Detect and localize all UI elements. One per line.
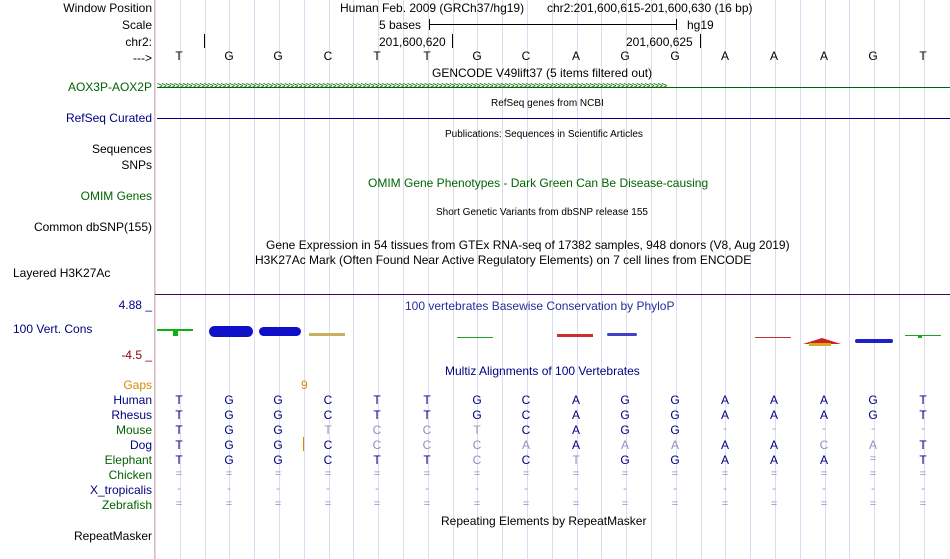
species-label-human[interactable]: Human	[113, 393, 152, 407]
aligned-base: G	[224, 393, 234, 407]
window-position-label[interactable]: Window Position	[63, 1, 152, 15]
aligned-base: T	[373, 393, 381, 407]
aligned-base: A	[819, 408, 828, 422]
sequences-label[interactable]: Sequences	[91, 142, 152, 156]
coord-tick-3	[700, 34, 701, 48]
h3k27ac-baseline	[155, 294, 950, 295]
aligned-base: -	[871, 423, 875, 435]
aligned-base: C	[521, 423, 531, 437]
layered-h3k27ac-label[interactable]: Layered H3K27Ac	[13, 266, 111, 280]
aligned-base: =	[919, 468, 927, 480]
phylop-mark-8	[755, 337, 791, 338]
aligned-base: =	[770, 468, 778, 480]
scale-bar-left-tick	[429, 19, 430, 30]
reference-base: A	[571, 49, 580, 63]
reference-base: T	[423, 49, 431, 63]
aligned-base: G	[868, 408, 878, 422]
assembly-text: Human Feb. 2009 (GRCh37/hg19)	[340, 1, 525, 15]
species-label-rhesus[interactable]: Rhesus	[111, 408, 152, 422]
aligned-base: T	[175, 408, 183, 422]
aligned-base: -	[623, 483, 627, 495]
aligned-base: T	[919, 408, 927, 422]
position-text: chr2:201,600,615-201,600,630 (16 bp)	[547, 1, 753, 15]
reference-base: A	[819, 49, 828, 63]
aligned-base: =	[621, 498, 629, 510]
aligned-base: A	[769, 453, 778, 467]
refseq-gene-line[interactable]	[157, 118, 950, 119]
aligned-base: A	[720, 393, 729, 407]
aligned-base: -	[723, 483, 727, 495]
aligned-base: C	[472, 453, 482, 467]
dbsnp-track-title[interactable]: Short Genetic Variants from dbSNP release 155	[436, 207, 648, 218]
aligned-base: =	[721, 468, 729, 480]
species-label-chicken[interactable]: Chicken	[108, 468, 152, 482]
aligned-base: =	[274, 468, 282, 480]
aligned-base: -	[425, 483, 429, 495]
aligned-base: G	[273, 438, 283, 452]
reference-base: C	[323, 49, 333, 63]
vert-cons-label[interactable]: 100 Vert. Cons	[13, 322, 93, 336]
reference-base: G	[273, 49, 283, 63]
phylop-mark-11b	[918, 335, 922, 338]
aligned-base: =	[175, 468, 183, 480]
aligned-base: G	[620, 408, 630, 422]
aligned-base: -	[475, 483, 479, 495]
reference-base: T	[175, 49, 183, 63]
aligned-base: C	[323, 393, 333, 407]
strand-arrow-label[interactable]: --->	[133, 51, 152, 65]
aligned-base: C	[819, 438, 829, 452]
aligned-base: C	[521, 408, 531, 422]
refseq-track-title[interactable]: RefSeq genes from NCBI	[491, 98, 604, 109]
aligned-base: T	[175, 393, 183, 407]
aligned-base: G	[273, 393, 283, 407]
aligned-base: -	[227, 483, 231, 495]
aligned-base: =	[423, 498, 431, 510]
aligned-base: =	[373, 468, 381, 480]
aligned-base: G	[670, 408, 680, 422]
aligned-base: =	[820, 468, 828, 480]
reference-base: G	[868, 49, 878, 63]
aligned-base: T	[919, 453, 927, 467]
phylop-max-label: 4.88 _	[118, 298, 152, 312]
scale-bar	[429, 24, 677, 25]
species-label-x_tropicalis[interactable]: X_tropicalis	[89, 483, 152, 497]
aligned-base: G	[472, 393, 482, 407]
phylop-mark-7	[607, 333, 637, 336]
aligned-base: A	[521, 438, 530, 452]
gtex-track-title[interactable]: Gene Expression in 54 tissues from GTEx RNA-seq of 17382 samples, 948 donors (V8, Aug 2019)	[266, 238, 790, 252]
chr-label[interactable]: chr2:	[125, 35, 152, 49]
publications-track-title[interactable]: Publications: Sequences in Scientific Articles	[445, 129, 643, 140]
multiz-track-title[interactable]: Multiz Alignments of 100 Vertebrates	[445, 364, 640, 378]
aligned-base: =	[225, 498, 233, 510]
reference-base: G	[224, 49, 234, 63]
phylop-mark-1b	[173, 329, 178, 336]
aligned-base: -	[822, 483, 826, 495]
aligned-base: G	[620, 453, 630, 467]
aligned-base: T	[373, 408, 381, 422]
aligned-base: G	[224, 453, 234, 467]
aligned-base: G	[273, 408, 283, 422]
aligned-base: A	[819, 453, 828, 467]
aligned-base: A	[819, 393, 828, 407]
snps-label[interactable]: SNPs	[121, 158, 152, 172]
track-labels	[0, 0, 154, 559]
aligned-base: =	[869, 468, 877, 480]
aligned-base: T	[324, 423, 332, 437]
aligned-base: =	[324, 498, 332, 510]
reference-base: G	[670, 49, 680, 63]
omim-genes-label[interactable]: OMIM Genes	[80, 189, 152, 203]
aligned-base: A	[868, 438, 877, 452]
aligned-base: =	[274, 498, 282, 510]
aligned-base: T	[175, 438, 183, 452]
aligned-base: =	[621, 468, 629, 480]
phylop-mark-3	[259, 327, 301, 336]
aligned-base: A	[769, 408, 778, 422]
aligned-base: =	[869, 498, 877, 510]
aligned-base: C	[323, 453, 333, 467]
aligned-base: T	[572, 453, 580, 467]
aligned-base: -	[574, 483, 578, 495]
aligned-base: G	[670, 453, 680, 467]
aligned-base: G	[273, 453, 283, 467]
species-label-dog[interactable]: Dog	[129, 438, 152, 452]
aligned-base: =	[572, 498, 580, 510]
aligned-base: C	[372, 423, 382, 437]
aligned-base: G	[224, 408, 234, 422]
aligned-base: =	[522, 498, 530, 510]
aligned-base: C	[323, 438, 333, 452]
repeatmasker-label[interactable]: RepeatMasker	[73, 529, 152, 543]
aligned-base: -	[375, 483, 379, 495]
aligned-base: =	[423, 468, 431, 480]
aligned-base: G	[273, 423, 283, 437]
aligned-base: G	[670, 393, 680, 407]
coord-tick-2	[452, 34, 453, 48]
scale-label[interactable]: Scale	[121, 18, 152, 32]
reference-base: C	[521, 49, 531, 63]
scale-db-text: hg19	[687, 18, 714, 32]
track-image[interactable]	[155, 0, 950, 559]
aligned-base: =	[869, 453, 877, 465]
aligned-base: -	[276, 483, 280, 495]
aligned-base: -	[673, 483, 677, 495]
gap-count: 9	[301, 378, 308, 392]
aligned-base: C	[472, 438, 482, 452]
aligned-base: C	[422, 438, 432, 452]
aligned-base: -	[921, 483, 925, 495]
phylop-mark-5	[457, 337, 493, 338]
aligned-base: A	[769, 438, 778, 452]
aligned-base: =	[820, 498, 828, 510]
omim-track-title[interactable]: OMIM Gene Phenotypes - Dark Green Can Be Disease-causing	[368, 176, 709, 190]
reference-base: G	[620, 49, 630, 63]
aligned-base: =	[770, 498, 778, 510]
aligned-base: A	[571, 423, 580, 437]
aligned-base: -	[326, 483, 330, 495]
aligned-base: -	[921, 423, 925, 435]
aligned-base: G	[620, 423, 630, 437]
phylop-mark-6	[557, 334, 593, 337]
aligned-base: A	[720, 453, 729, 467]
phylop-mark-4	[309, 333, 345, 336]
aligned-base: T	[919, 393, 927, 407]
phylop-track-title[interactable]: 100 vertebrates Basewise Conservation by PhyloP	[405, 299, 675, 313]
species-label-elephant[interactable]: Elephant	[104, 453, 152, 467]
aligned-base: =	[721, 498, 729, 510]
aligned-base: T	[175, 423, 183, 437]
coord-label-2: 201,600,625	[626, 35, 693, 49]
scale-bar-right-tick	[676, 19, 677, 30]
aligned-base: C	[521, 453, 531, 467]
aligned-base: C	[372, 438, 382, 452]
aligned-base: G	[472, 408, 482, 422]
aligned-base: =	[175, 498, 183, 510]
aligned-base: A	[571, 408, 580, 422]
aligned-base: -	[772, 483, 776, 495]
aligned-base: -	[772, 423, 776, 435]
aligned-base: -	[822, 423, 826, 435]
gencode-track-title[interactable]: GENCODE V49lift37 (5 items filtered out)	[432, 66, 653, 80]
phylop-mark-9b	[809, 343, 831, 346]
aligned-base: -	[177, 483, 181, 495]
aligned-base: T	[175, 453, 183, 467]
aligned-base: C	[422, 423, 432, 437]
aligned-base: T	[473, 423, 481, 437]
aligned-base: =	[324, 468, 332, 480]
aligned-base: =	[671, 498, 679, 510]
aligned-base: A	[571, 393, 580, 407]
aligned-base: C	[521, 393, 531, 407]
aligned-base: G	[670, 423, 680, 437]
aligned-base: =	[919, 498, 927, 510]
gap-marker	[303, 437, 304, 451]
aligned-base: T	[423, 393, 431, 407]
repeatmasker-track-title[interactable]: Repeating Elements by RepeatMasker	[441, 514, 647, 528]
aligned-base: =	[473, 468, 481, 480]
aligned-base: =	[522, 468, 530, 480]
aligned-base: T	[373, 453, 381, 467]
aligned-base: =	[572, 468, 580, 480]
aligned-base: A	[720, 438, 729, 452]
aligned-base: A	[670, 438, 679, 452]
phylop-min-label: -4.5 _	[121, 348, 152, 362]
aligned-base: =	[473, 498, 481, 510]
reference-base: T	[919, 49, 927, 63]
gene-label-aox3p-aox2p[interactable]: AOX3P-AOX2P	[67, 80, 152, 94]
h3k27ac-track-title[interactable]: H3K27Ac Mark (Often Found Near Active Regulatory Elements) on 7 cell lines from ENCODE	[255, 253, 752, 267]
aligned-base: G	[224, 423, 234, 437]
reference-base: G	[472, 49, 482, 63]
phylop-mark-2	[209, 326, 253, 337]
aligned-base: G	[620, 393, 630, 407]
phylop-mark-10	[855, 339, 893, 343]
reference-base: T	[373, 49, 381, 63]
gene-strand-arrows: >>>>>>>>>>>>>>>>>>>>>>>>>>>>>>>>>>>>>>>>>>>>>>>>>>>>>>>>>>>>>>>>>>>>>>>>>>>>>>>>>>>>>>>>>>>>>>>>>>>>>>>>>>>>>>>>>>>>>>>>	[157, 81, 666, 92]
refseq-curated-label[interactable]: RefSeq Curated	[65, 111, 152, 125]
aligned-base: A	[620, 438, 629, 452]
coord-tick-1	[204, 34, 205, 48]
aligned-base: A	[720, 408, 729, 422]
aligned-base: -	[723, 423, 727, 435]
aligned-base: T	[919, 438, 927, 452]
species-label-zebrafish[interactable]: Zebrafish	[101, 498, 152, 512]
reference-base: A	[720, 49, 729, 63]
aligned-base: =	[225, 468, 233, 480]
aligned-base: -	[524, 483, 528, 495]
phylop-mark-11	[905, 335, 941, 336]
aligned-base: T	[423, 408, 431, 422]
aligned-base: G	[224, 438, 234, 452]
common-dbsnp-label[interactable]: Common dbSNP(155)	[33, 220, 152, 234]
aligned-base: G	[868, 393, 878, 407]
species-label-mouse[interactable]: Mouse	[115, 423, 152, 437]
coord-label-1: 201,600,620	[379, 35, 446, 49]
aligned-base: T	[423, 453, 431, 467]
grid-line	[155, 0, 156, 559]
aligned-base: A	[571, 438, 580, 452]
gaps-label: Gaps	[123, 378, 152, 392]
aligned-base: A	[769, 393, 778, 407]
scale-bar-text: 5 bases	[379, 18, 422, 32]
aligned-base: =	[373, 498, 381, 510]
aligned-base: =	[671, 468, 679, 480]
aligned-base: C	[323, 408, 333, 422]
aligned-base: -	[871, 483, 875, 495]
reference-base: A	[769, 49, 778, 63]
